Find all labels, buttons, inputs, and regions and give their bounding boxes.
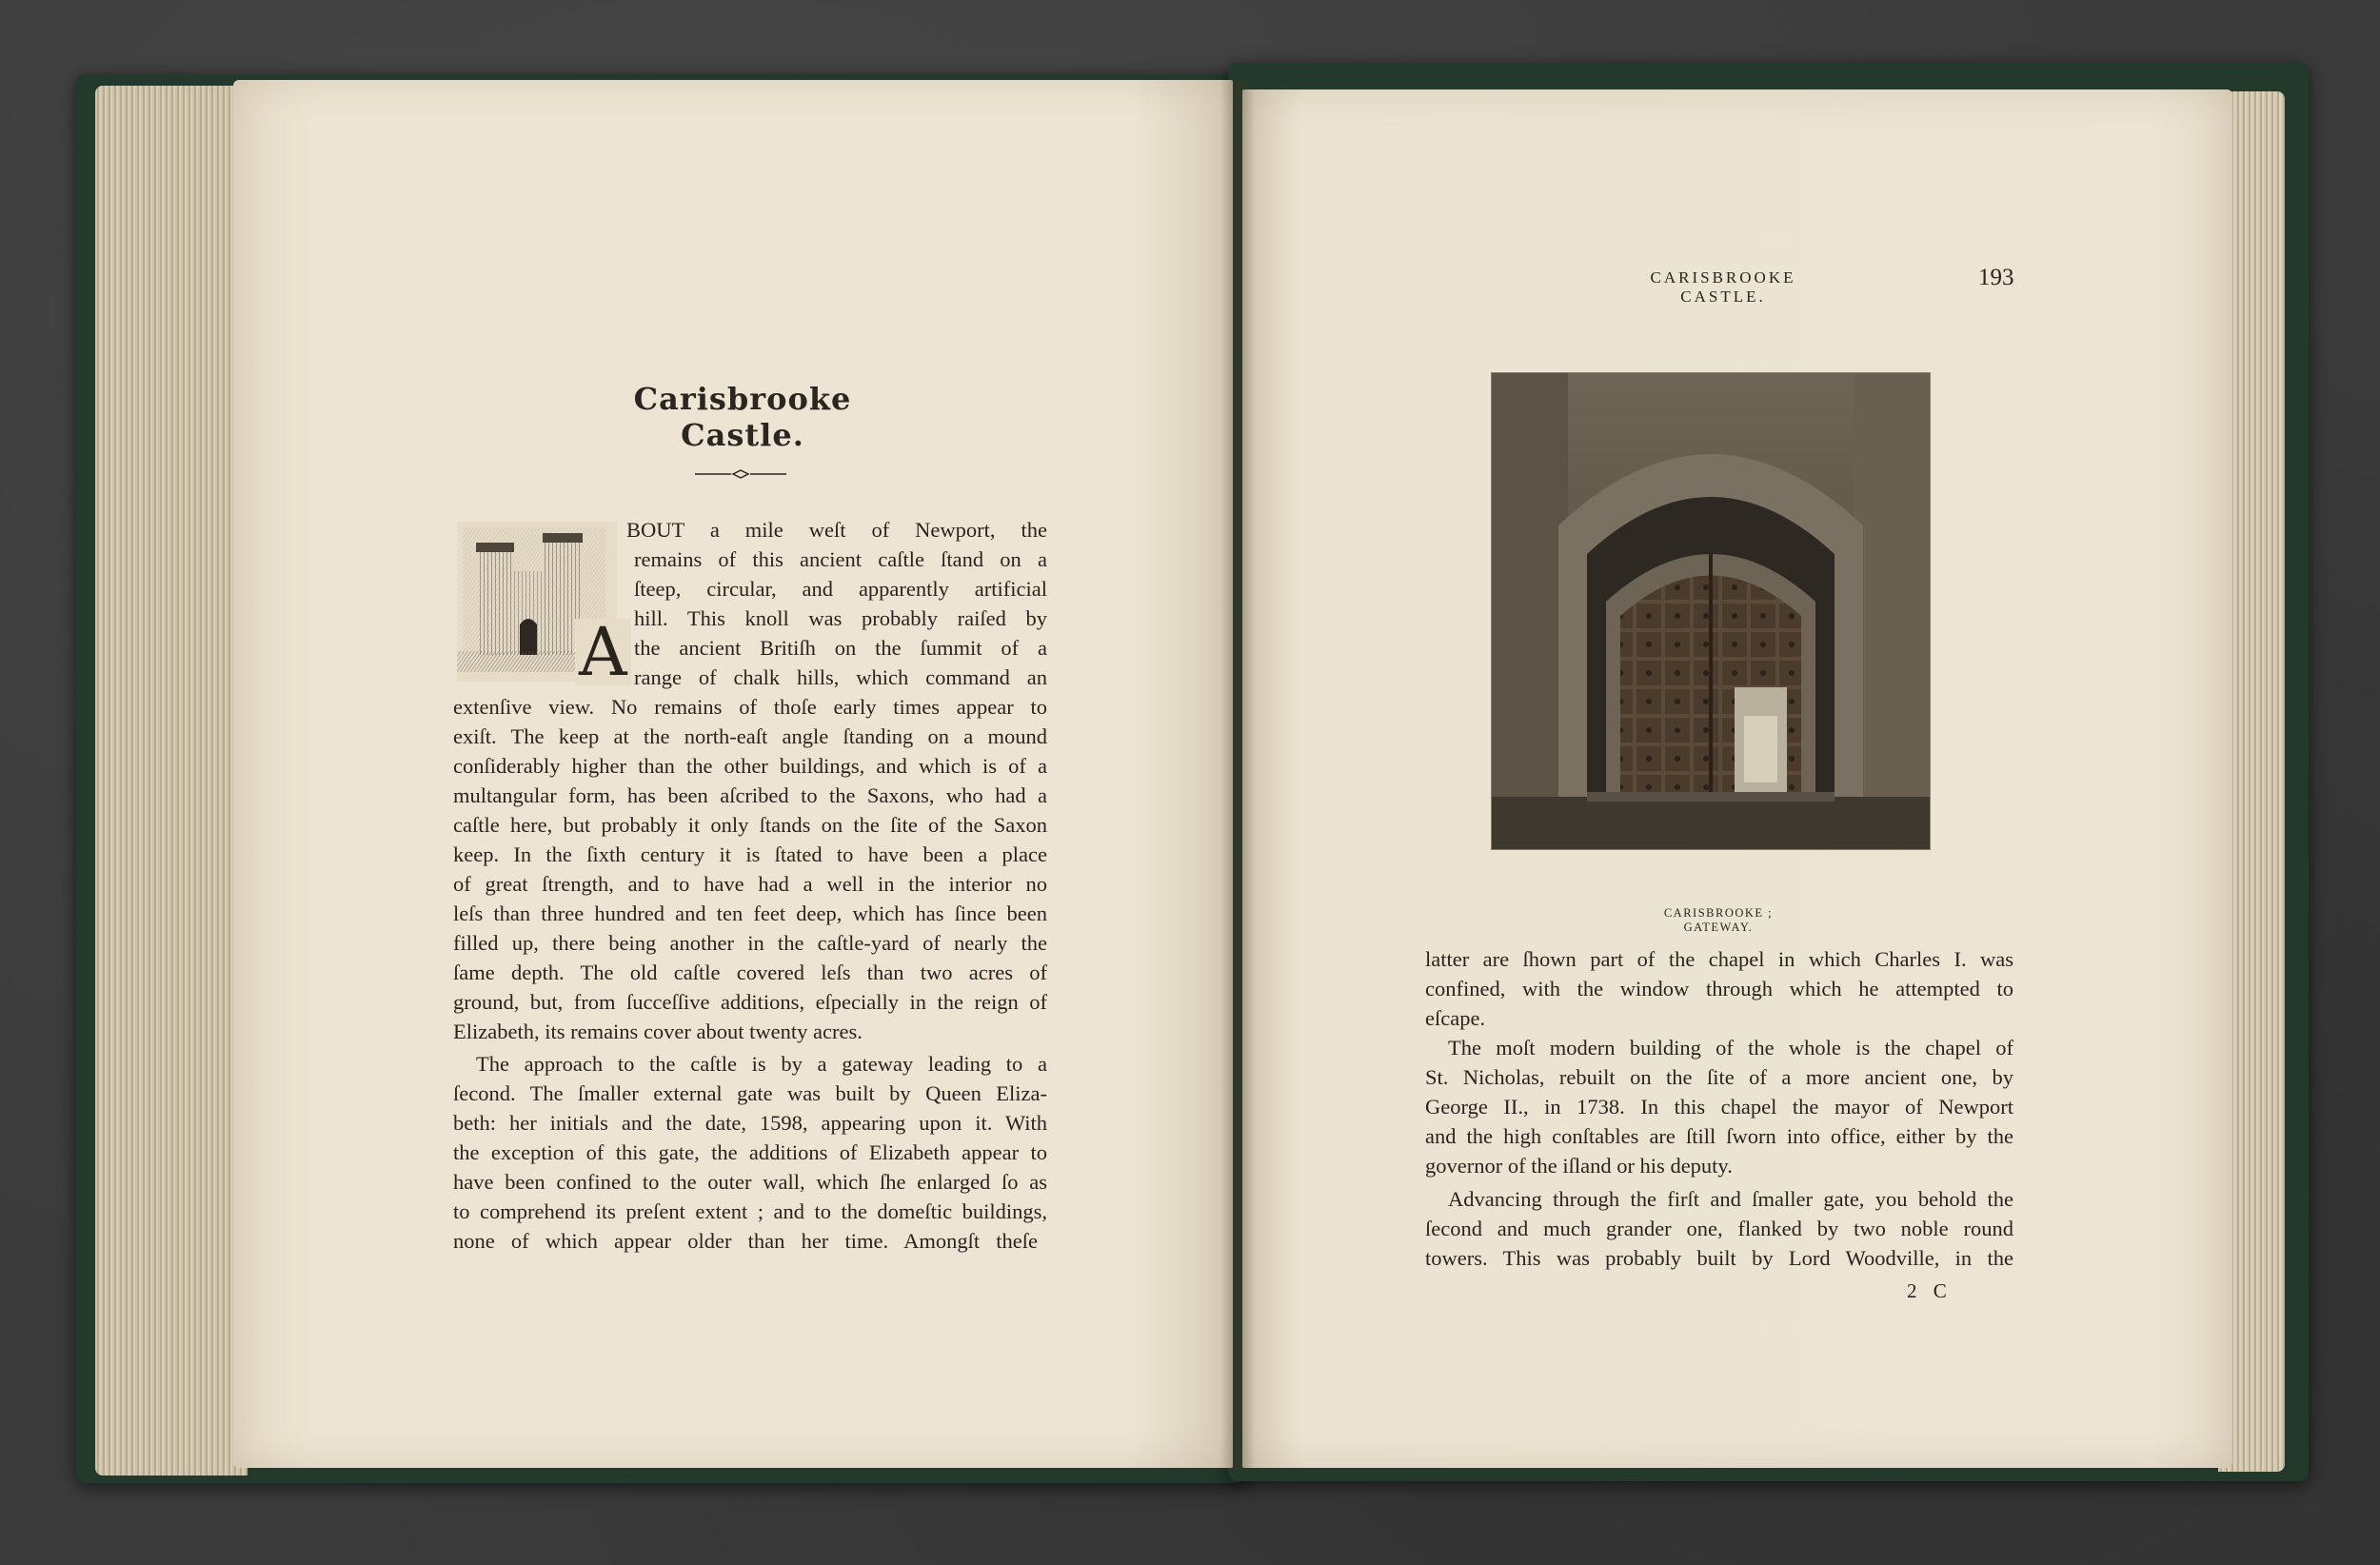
text-line: confined, with the window through which he attempted to: [1425, 977, 2013, 1000]
page-title: Carisbrooke Castle.: [633, 381, 852, 453]
text-line: governor of the iſland or his deputy.: [1425, 1154, 1733, 1178]
text-line: the ancient Britiſh on the ſummit of a: [634, 636, 1047, 660]
text-line: filled up, there being another in the caſtle-yard of nearly the: [453, 931, 1047, 955]
book-gutter: [1220, 80, 1255, 1470]
text-line: have been confined to the outer wall, which ſhe enlarged ſo as: [453, 1170, 1047, 1194]
page-edges-left: [95, 86, 248, 1476]
castle-gateway-icon: [1492, 373, 1930, 849]
page-number: 193: [1978, 265, 2014, 290]
text-line: ſecond and much grander one, flanked by two noble round: [1425, 1217, 2013, 1240]
text-line: remains of this ancient caſtle ſtand on a: [634, 547, 1047, 571]
text-line: extenſive view. No remains of thoſe early times appear to: [453, 695, 1047, 719]
text-line: Elizabeth, its remains cover about twenty acres.: [453, 1020, 863, 1043]
text-line: ſame depth. The old caſtle covered leſs than two acres of: [453, 961, 1047, 984]
text-line: latter are ſhown part of the chapel in which Charles I. was: [1425, 947, 2013, 971]
dropcap-illustration: [457, 522, 627, 691]
text-line: towers. This was probably built by Lord Woodville, in the: [1425, 1246, 2013, 1270]
text-line: leſs than three hundred and ten feet deep, which has ſince been: [453, 901, 1047, 925]
text-line: exiſt. The keep at the north-eaſt angle ſtanding on a mound: [453, 724, 1047, 748]
text-line: range of chalk hills, which command an: [634, 665, 1047, 689]
text-line: ſteep, circular, and apparently artificial: [634, 577, 1047, 601]
text-line: none of which appear older than her time. Amongſt theſe: [453, 1229, 1038, 1253]
text-line: St. Nicholas, rebuilt on the ſite of a more ancient one, by: [1425, 1065, 2013, 1089]
text-line: the exception of this gate, the additions of Elizabeth appear to: [453, 1140, 1047, 1164]
text-line: eſcape.: [1425, 1006, 1486, 1030]
text-line: George II., in 1738. In this chapel the mayor of Newport: [1425, 1095, 2013, 1119]
text-line: to comprehend its preſent extent ; and to the domeſtic buildings,: [453, 1199, 1047, 1223]
text-line: hill. This knoll was probably raiſed by: [634, 606, 1047, 630]
text-line: of great ſtrength, and to have had a well in the interior no: [453, 872, 1047, 896]
text-line: ground, but, from ſucceſſive additions, eſpecially in the reign of: [453, 990, 1047, 1014]
text-line: ſecond. The ſmaller external gate was built by Queen Eliza-: [453, 1081, 1047, 1105]
text-line: caſtle here, but probably it only ſtands on the ſite of the Saxon: [453, 813, 1047, 837]
text-line: The approach to the caſtle is by a gateway leading to a: [476, 1052, 1047, 1076]
text-line: BOUT a mile weſt of Newport, the: [626, 518, 1047, 542]
gateway-photograph: [1492, 373, 1930, 849]
photo-caption: CARISBROOKE ; GATEWAY.: [1663, 906, 1774, 934]
text-line: Advancing through the firſt and ſmaller gate, you behold the: [1448, 1187, 2013, 1211]
text-line: beth: her initials and the date, 1598, appearing upon it. With: [453, 1111, 1047, 1135]
text-line: and the high conſtables are ſtill ſworn into office, either by the: [1425, 1124, 2013, 1148]
signature-mark: 2 C: [1907, 1279, 1953, 1302]
text-line: conſiderably higher than the other buildings, and which is of a: [453, 754, 1047, 778]
running-head: CARISBROOKE CASTLE.: [1650, 268, 1796, 306]
title-ornament: [695, 468, 786, 480]
text-line: The moſt modern building of the whole is the chapel of: [1448, 1036, 2013, 1060]
text-line: multangular form, has been aſcribed to the Saxons, who had a: [453, 783, 1047, 807]
text-line: keep. In the ſixth century it is ſtated to have been a place: [453, 842, 1047, 866]
dropcap-letter: A: [575, 619, 631, 685]
